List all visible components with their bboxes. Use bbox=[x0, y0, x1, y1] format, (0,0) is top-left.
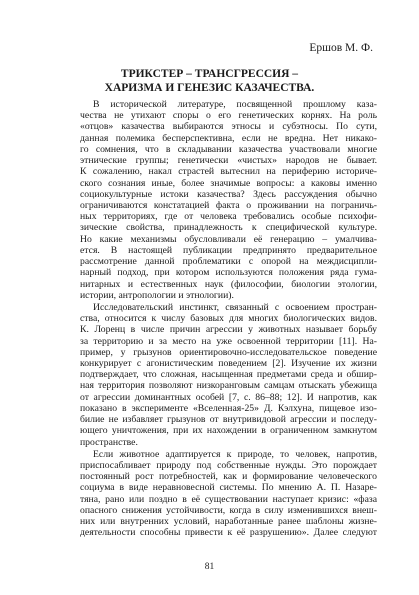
text-line: конкурирует с агонистическим поведением [2]. Изучение их жизни bbox=[80, 358, 377, 370]
page-number: 81 bbox=[204, 562, 215, 572]
text-line: ется. В настоящей публикации предпринято предварительное bbox=[80, 244, 377, 256]
text-line: этнические группы; генетически «чистых» народов не бывает. bbox=[80, 155, 377, 167]
text-line: социокультурные истоки казачества? Здесь рассуждения обычно bbox=[80, 188, 377, 200]
text-line: пример, у грызунов ориентировочно-исследовательское поведение bbox=[80, 346, 377, 358]
text-line: ства, относится к числу базовых для многих биологических видов. bbox=[80, 313, 377, 325]
text-line: пространстве. bbox=[80, 436, 138, 448]
article-title bbox=[40, 67, 379, 95]
title-line: ТРИКСТЕР – ТРАНСГРЕССИЯ – bbox=[120, 68, 299, 80]
text-line: тяна, рано или поздно в её существовании наступает кризис: «фаза bbox=[80, 493, 377, 505]
body-paragraph bbox=[80, 99, 377, 301]
text-line: Исследовательский инстинкт, связанный с освоением простран- bbox=[93, 301, 377, 313]
body-paragraph bbox=[80, 449, 377, 539]
text-line: показано в эксперименте «Вселенная-25» Д. Кэлхуна, пищевое изо- bbox=[80, 402, 377, 414]
text-line: ных территориях, где от человека требовались особые психофи- bbox=[80, 211, 377, 223]
text-line: приспосабливает природу под собственные нужды. Это порождает bbox=[80, 460, 377, 471]
author-name: Ершов М. Ф. bbox=[309, 42, 373, 54]
text-line: нарный подход, при котором используются положения ряда гума- bbox=[80, 267, 377, 279]
text-line: Но какие механизмы обусловливали её генерацию – умалчива- bbox=[80, 233, 377, 245]
text-line: чества не утихают споры о его генетических корнях. На роль bbox=[80, 110, 377, 122]
text-line: нитарных и естественных наук (философии, биологии этологии, bbox=[80, 278, 377, 290]
text-line: подтверждает, что сложная, насыщенная предметами среда и обшир- bbox=[80, 369, 377, 381]
text-line: ющего уничтожения, при их нахождении в ограниченном замкнутом bbox=[80, 425, 377, 437]
text-line: истории, антропологии и этнологии). bbox=[80, 289, 234, 301]
text-line: за территорию и за место на уже освоенной территории [11]. На- bbox=[80, 335, 377, 347]
text-line: ная территория позволяют низкоранговым самцам отыскать убежища bbox=[80, 380, 377, 392]
text-line: ского сознания иные, более значимые вопросы: а каковы именно bbox=[80, 177, 377, 189]
body-paragraph bbox=[80, 302, 377, 448]
text-line: постоянный рост потребностей, как и формирование человеческого bbox=[80, 471, 377, 483]
text-line: Если животное адаптируется к природе, то человек, напротив, bbox=[93, 448, 377, 460]
text-line: К. Лоренц в числе причин агрессии у животных называет борьбу bbox=[80, 324, 377, 336]
text-line: билие не избавляет грызунов от внутривидовой агрессии и последу- bbox=[80, 414, 377, 426]
text-line: них или внутренних условий, наработанные ранее шаблоны жизне- bbox=[80, 516, 377, 528]
text-line: от агрессии доминантных особей [7, с. 86–88; 12]. И напротив, как bbox=[80, 391, 377, 403]
article-body bbox=[80, 99, 377, 539]
text-line: ограничиваются констатацией факта о проживании на пограничь- bbox=[80, 199, 377, 211]
text-line: опасного снижения устойчивости, когда в силу изменившихся внеш- bbox=[80, 504, 377, 516]
text-line: деятельности способны привести к её разрушению». Далее следуют bbox=[80, 527, 377, 539]
text-line: го сомнения, что в складывании казачества участвовали многие bbox=[80, 143, 377, 155]
text-line: зические свойства, принадлежность к специфической культуре. bbox=[80, 222, 377, 234]
text-line: К сожалению, накал страстей вытеснил на периферию историче- bbox=[80, 166, 377, 178]
text-line: В исторической литературе, посвященной прошлому каза- bbox=[93, 99, 377, 110]
text-line: данная полемика бесперспективна, если не вредна. Нет никако- bbox=[80, 132, 377, 144]
text-line: «отцов» казачества выбираются этносы и субэтносы. По сути, bbox=[80, 121, 377, 133]
title-line: ХАРИЗМА И ГЕНЕЗИС КАЗАЧЕСТВА. bbox=[104, 82, 315, 94]
text-line: социума в виде неравновесной системы. По мнению А. П. Назаре- bbox=[80, 482, 377, 494]
text-line: рассмотрение данной проблематики с опорой на междисципли- bbox=[80, 256, 377, 268]
